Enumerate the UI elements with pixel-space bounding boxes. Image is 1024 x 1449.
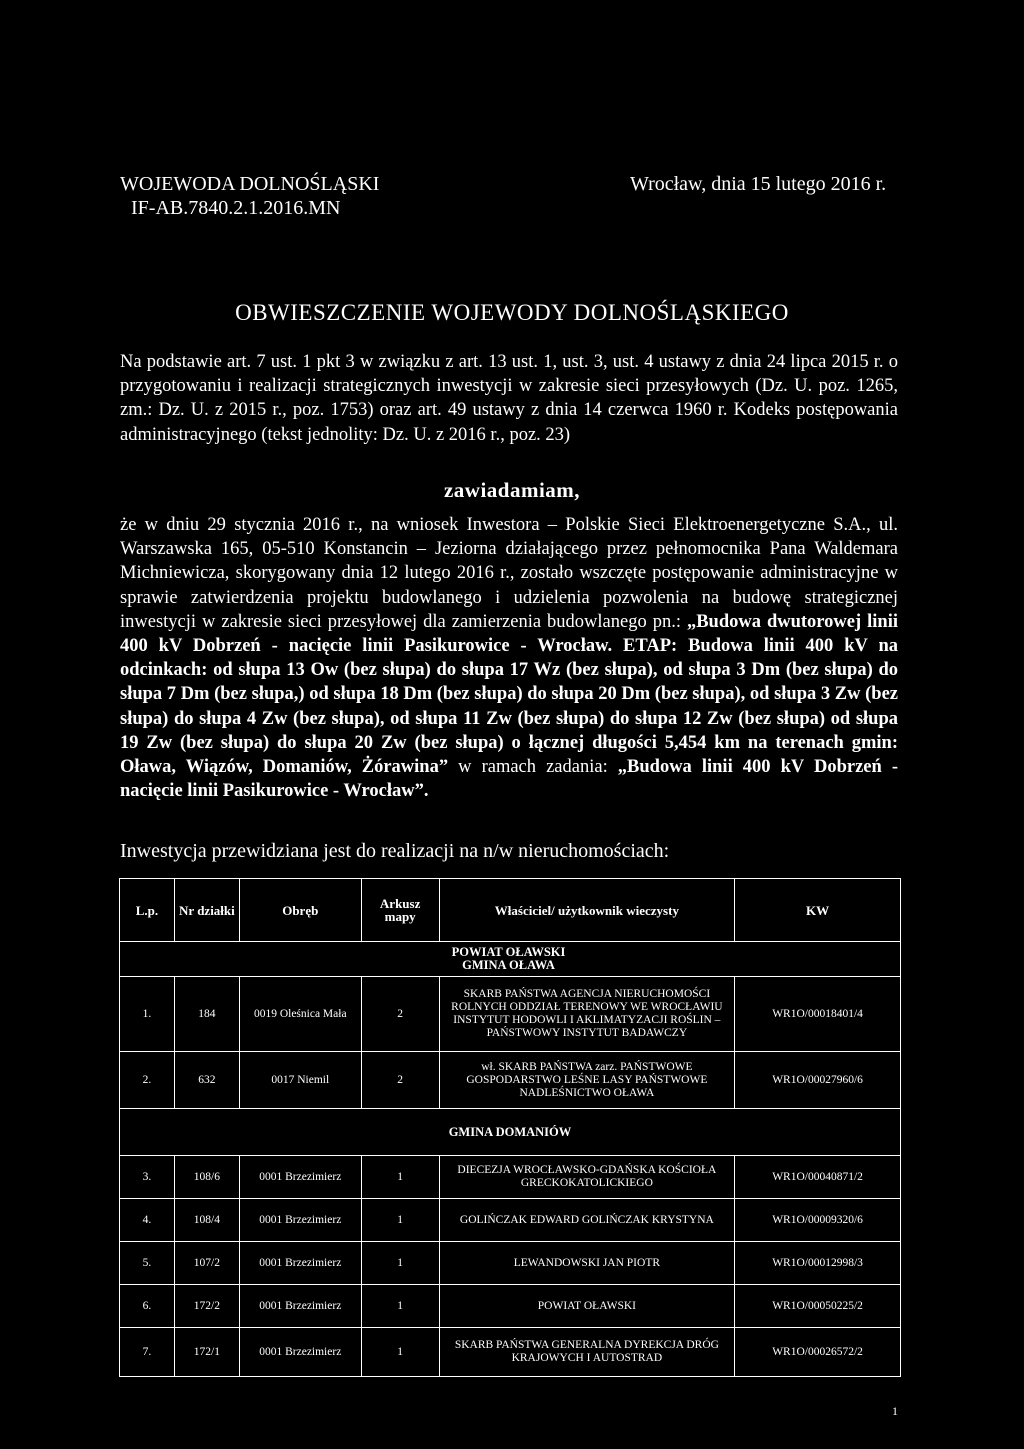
cell-owner: SKARB PAŃSTWA AGENCJA NIERUCHOMOŚCI ROLNYCH ODDZIAŁ TERENOWY WE WROCŁAWIU INSTYTUT HODOWLI I AKLIMATYZACJI ROŚLIN – PAŃSTWOWY INSTYTUT BADAWCZY [439, 977, 735, 1052]
cell-plot-number: 632 [174, 1052, 239, 1109]
header-owner: Właściciel/ użytkownik wieczysty [439, 879, 735, 942]
cell-lp: 4. [120, 1199, 175, 1242]
legal-basis-paragraph: Na podstawie art. 7 ust. 1 pkt 3 w związku z art. 13 ust. 1, ust. 3, ust. 4 ustawy z dnia 24 lipca 2015 r. o przygotowaniu i realizacji strategicznych inwestycji w zakresie sieci przesyłowych (Dz. U. poz. 1265, zm.: Dz. U. z 2015 r., poz. 1753) oraz art. 49 ustawy z dnia 14 czerwca 1960 r. Kodeks postępowania administracyjnego (tekst jednolity: Dz. U. z 2016 r., poz. 23) [120, 352, 898, 445]
reference-number: IF-AB.7840.2.1.2016.MN [131, 197, 341, 219]
cell-plot-number: 108/4 [174, 1199, 239, 1242]
table-header-row [120, 879, 901, 942]
body-text-part1: że w dniu 29 stycznia 2016 r., na wniosek Inwestora – Polskie Sieci Elektroenergetyczne S.A., ul. Warszawska 165, 05-510 Konstancin – Jeziorna działającego przez pełnomocnika Pana Waldemara Michniewicza, skorygowany dnia 12 lutego 2016 r., zostało wszczęte postępowanie administracyjne w sprawie zatwierdzenia projektu budowlanego i udzielenia pozwolenia na budowę strategicznej inwestycji w zakresie sieci przesyłowej dla zamierzenia budowlanego pn.: [120, 515, 898, 632]
cell-map-sheet: 1 [361, 1199, 439, 1242]
header-precinct: Obręb [239, 879, 361, 942]
section-row [120, 942, 901, 977]
task-name-bold: „Budowa linii 400 kV Dobrzeń - nacięcie linii Pasikurowice - Wrocław”. [120, 757, 899, 802]
table-row [120, 977, 901, 1052]
header-kw: KW [735, 879, 901, 942]
cell-lp: 6. [120, 1285, 175, 1328]
cell-map-sheet: 1 [361, 1285, 439, 1328]
cell-map-sheet: 1 [361, 1156, 439, 1199]
cell-precinct: 0001 Brzezimierz [239, 1242, 361, 1285]
cell-kw: WR1O/00009320/6 [735, 1199, 901, 1242]
cell-plot-number: 107/2 [174, 1242, 239, 1285]
notice-body-paragraph [120, 513, 898, 803]
investment-name-bold: „Budowa dwutorowej linii 400 kV Dobrzeń - nacięcie linii Pasikurowice - Wrocław. ETAP: Budowa linii 400 kV na odcinkach: od słupa 13 Ow (bez słupa) do słupa 17 Wz (bez słupa), od słupa 3 Dm (bez słupa) do słupa 7 Dm (bez słupa,) od słupa 18 Dm (bez słupa) do słupa 20 Dm (bez słupa), od słupa 3 Zw (bez słupa) do słupa 4 Zw (bez słupa), od słupa 11 Zw (bez słupa) do słupa 12 Zw (bez słupa) od słupa 19 Zw (bez słupa) do słupa 20 Zw (bez słupa) o łącznej długości 5,454 km na terenach gmin: Oława, Wiązów, Domaniów, Żórawina” [120, 611, 898, 778]
section-gmina-domaniow: GMINA DOMANIÓW [120, 1109, 901, 1156]
authority-name: WOJEWODA DOLNOŚLĄSKI [120, 173, 380, 195]
properties-intro: Inwestycja przewidziana jest do realizacji na n/w nieruchomościach: [120, 840, 670, 862]
cell-owner: POWIAT OŁAWSKI [439, 1285, 735, 1328]
cell-precinct: 0019 Oleśnica Mała [239, 977, 361, 1052]
cell-map-sheet: 2 [361, 977, 439, 1052]
cell-kw: WR1O/00026572/2 [735, 1328, 901, 1377]
cell-map-sheet: 1 [361, 1242, 439, 1285]
table-row [120, 1052, 901, 1109]
cell-precinct: 0001 Brzezimierz [239, 1156, 361, 1199]
cell-lp: 1. [120, 977, 175, 1052]
table-row [120, 1328, 901, 1377]
cell-kw: WR1O/00018401/4 [735, 977, 901, 1052]
table-row [120, 1242, 901, 1285]
table-row [120, 1285, 901, 1328]
cell-plot-number: 108/6 [174, 1156, 239, 1199]
header-plot-number: Nr działki [174, 879, 239, 942]
cell-owner: SKARB PAŃSTWA GENERALNA DYREKCJA DRÓG KRAJOWYCH I AUTOSTRAD [439, 1328, 735, 1377]
cell-plot-number: 184 [174, 977, 239, 1052]
cell-owner: GOLIŃCZAK EDWARD GOLIŃCZAK KRYSTYNA [439, 1199, 735, 1242]
cell-kw: WR1O/00050225/2 [735, 1285, 901, 1328]
cell-lp: 2. [120, 1052, 175, 1109]
page-number: 1 [892, 1404, 898, 1418]
cell-precinct: 0017 Niemil [239, 1052, 361, 1109]
place-date: Wrocław, dnia 15 lutego 2016 r. [630, 173, 887, 195]
cell-owner: wł. SKARB PAŃSTWA zarz. PAŃSTWOWE GOSPODARSTWO LEŚNE LASY PAŃSTWOWE NADLEŚNICTWO OŁAWA [439, 1052, 735, 1109]
cell-lp: 5. [120, 1242, 175, 1285]
cell-precinct: 0001 Brzezimierz [239, 1328, 361, 1377]
cell-plot-number: 172/2 [174, 1285, 239, 1328]
section-gmina-olawa: GMINA OŁAWA [462, 958, 555, 972]
document-title: OBWIESZCZENIE WOJEWODY DOLNOŚLĄSKIEGO [235, 300, 789, 325]
cell-lp: 3. [120, 1156, 175, 1199]
cell-lp: 7. [120, 1328, 175, 1377]
table-row [120, 1156, 901, 1199]
cell-precinct: 0001 Brzezimierz [239, 1199, 361, 1242]
cell-kw: WR1O/00027960/6 [735, 1052, 901, 1109]
properties-table [119, 878, 901, 1377]
cell-map-sheet: 1 [361, 1328, 439, 1377]
cell-kw: WR1O/00012998/3 [735, 1242, 901, 1285]
cell-map-sheet: 2 [361, 1052, 439, 1109]
announcement-word: zawiadamiam, [443, 478, 581, 502]
section-row [120, 1109, 901, 1156]
header-lp: L.p. [120, 879, 175, 942]
cell-kw: WR1O/00040871/2 [735, 1156, 901, 1199]
body-text-part2: w ramach zadania: [448, 757, 618, 778]
section-powiat: POWIAT OŁAWSKI [451, 945, 566, 959]
cell-plot-number: 172/1 [174, 1328, 239, 1377]
cell-owner: LEWANDOWSKI JAN PIOTR [439, 1242, 735, 1285]
cell-owner: DIECEZJA WROCŁAWSKO-GDAŃSKA KOŚCIOŁA GRECKOKATOLICKIEGO [439, 1156, 735, 1199]
cell-precinct: 0001 Brzezimierz [239, 1285, 361, 1328]
header-map-sheet: Arkusz mapy [361, 879, 439, 942]
table-row [120, 1199, 901, 1242]
section-label [120, 942, 901, 977]
